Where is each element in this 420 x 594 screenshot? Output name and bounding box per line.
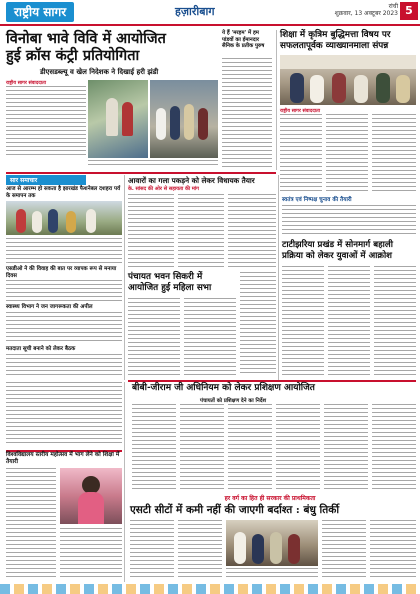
right-headline-line1: शिक्षा में कृत्रिम बुद्धिमत्ता विषय पर (280, 30, 391, 40)
main-subheadline: डीएसडब्ल्यू व खेल निदेशक ने दिखाई हरी झंडी (40, 68, 159, 76)
bottom-banner: हर वर्ग का हित ही सरकार की प्राथमिकता (224, 495, 316, 502)
bima-body-col5 (324, 404, 368, 492)
right-body-col1 (280, 114, 322, 194)
main-headline-line2: हुई क्रॉस कंट्री प्रतियोगिता (6, 47, 140, 64)
bottom-body-col1 (130, 520, 174, 580)
bottom-body-col4 (322, 520, 366, 580)
photo-caption (88, 160, 218, 168)
brand-logo: राष्ट्रीय सागर (6, 2, 74, 22)
dateline (328, 3, 398, 17)
date-text: शुक्रवार, 13 अक्टूबर 2023 (334, 10, 398, 17)
news-item-4-body (6, 354, 122, 378)
bima-body-col1 (132, 404, 176, 492)
bottom-headline: एसटी सीटों में कमी नहीं की जाएगी बर्दाश्त : बंधु तिर्की (130, 504, 340, 516)
right2-body (282, 205, 416, 235)
footer-band (0, 584, 420, 594)
mid-body-col2 (178, 194, 224, 268)
page-number: 5 (400, 2, 418, 20)
main-byline: राष्ट्रीय सागर संवाददाता (6, 81, 46, 86)
news-item-4-headline: मतदाता सूची बनाने को लेकर बैठक (6, 346, 76, 352)
bottom-left-photo (60, 468, 122, 524)
mid-body-col1 (128, 194, 174, 268)
bottom-body-col3 (226, 568, 318, 580)
bottom-photo (226, 520, 318, 566)
bottom-body-col5 (370, 520, 416, 580)
right-byline: राष्ट्रीय सागर संवाददाता (280, 109, 320, 114)
news-item-2-body (6, 280, 122, 302)
date-city: रांची (388, 3, 398, 10)
bima-body-col6 (372, 404, 416, 492)
news-item-2-headline: एसडीओ ने की विवाह की बात पर व्यापक रूप से मनाया दिवस (6, 266, 117, 279)
tatijhariya-body-col1 (282, 266, 324, 376)
bima-headline: बीबी-जीराम जी अधिनियम को लेकर प्रशिक्षण आयोजित (132, 383, 315, 393)
side-headline: ये हैं 'मरहम' में हम पांडवों का ईमानदार सैनिक के प्रतीक पुरुष (222, 30, 265, 49)
panchayat-body-col3 (240, 272, 276, 376)
right2-headline: स्वतंत्र एवं निष्पक्ष चुनाव की तैयारी (282, 197, 352, 203)
tatijhariya-headline-line2: प्रक्रिया को लेकर युवाओं में आक्रोश (282, 251, 393, 261)
panchayat-body-col2 (184, 298, 236, 376)
news-box-photo (6, 201, 122, 235)
tatijhariya-body-col2 (328, 266, 370, 376)
panchayat-headline (128, 272, 236, 294)
panchayat-headline-line2: आयोजित हुई महिला सभा (128, 283, 212, 293)
main-photo-left (88, 80, 148, 158)
bottom-left-headline: विश्वविद्यालय स्तरीय महोत्सव में भाग लेने को शिक्षा में तैयारी (6, 452, 120, 465)
bottom-body-col2 (178, 520, 222, 580)
mid-subheadline: के. सांसद की ओर से सहायता की मांग (128, 186, 199, 192)
main-body-text (6, 86, 86, 158)
bima-body-col2 (180, 404, 224, 492)
mid-headline: आवारों का गला पकड़ने को लेकर विधायक तैयार (128, 176, 255, 185)
news-box-header: सार समाचार (6, 175, 86, 185)
bima-body-col3 (228, 404, 272, 492)
news-item-3-headline: स्वास्थ्य विभाग ने जन जागरूकता की अपील (6, 304, 93, 310)
bima-subheadline: पंचायतों को प्रशिक्षण देने का निर्देश (200, 398, 267, 404)
mid-body-col3 (228, 194, 276, 268)
bottom-left-body-col1 (6, 468, 56, 580)
tatijhariya-headline-line1: टाटीझरिया प्रखंड में सोनमार्ग बहाली (282, 240, 393, 250)
right-body-col3 (372, 114, 416, 194)
right-headline (280, 30, 416, 52)
main-photo-right (150, 80, 218, 158)
city-title: हज़ारीबाग (175, 5, 215, 18)
side-body-text (222, 58, 272, 170)
masthead (0, 0, 420, 26)
news-item-3-body (6, 312, 122, 344)
news-item-1-body (6, 238, 122, 264)
panchayat-headline-line1: पंचायत भवन सिकरी में (128, 272, 203, 282)
panchayat-body-col1 (128, 298, 180, 376)
left-lower-body (6, 382, 122, 446)
main-headline-line1: विनोबा भावे विवि में आयोजित (6, 30, 166, 47)
bottom-left-body-col2 (60, 528, 122, 580)
tatijhariya-headline (282, 240, 416, 262)
bima-body-col4 (276, 404, 320, 492)
tatijhariya-body-col3 (374, 266, 416, 376)
right-body-col2 (326, 114, 368, 194)
news-item-1-headline: आज से आरम्भ हो सकता है झारखंड फैशनेबल दशहरा पर्व के समापन तक (6, 186, 121, 199)
right-headline-line2: सफलतापूर्वक व्याख्यानमाला संपन्न (280, 41, 389, 51)
right-photo (280, 55, 416, 105)
